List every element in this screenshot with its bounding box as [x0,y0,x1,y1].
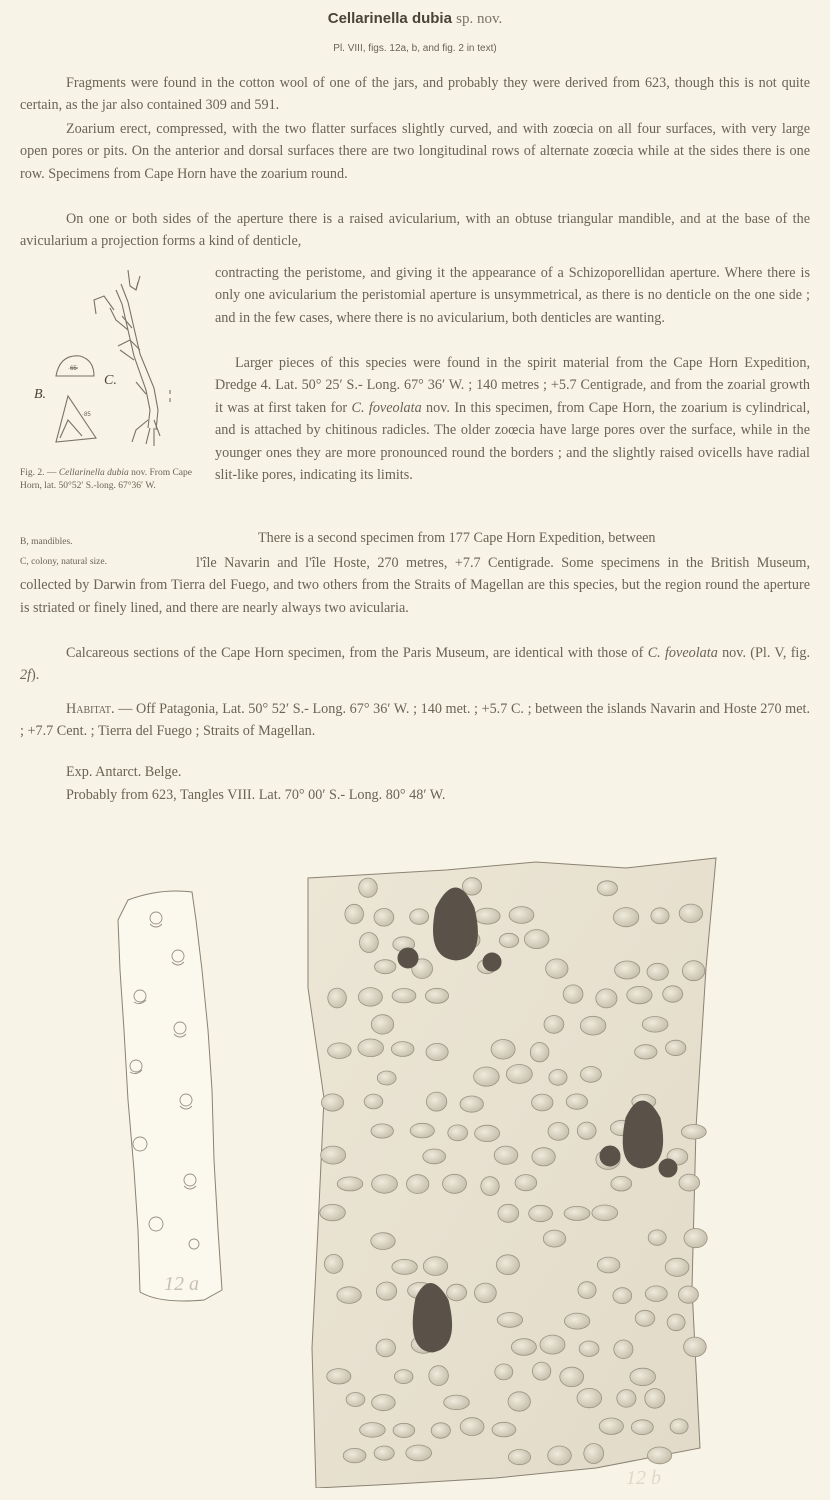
pore-mark [372,1395,396,1411]
scale-85: ·85 [82,412,91,418]
pore-mark [374,1446,394,1460]
pore-mark [651,908,669,924]
pore-mark [375,960,396,974]
pore-mark [460,1418,484,1436]
paragraph-5-cont: l'île Navarin and l'île Hoste, 270 metres, +7.7 Centigrade. Some specimens in the British Museum, collected by Darwin from Tierra del Fuego, and two others from the Straits of Magellan are this species, but the region round the aperture is striated or finely lined, and there are nearly always two avicularia. [20,555,810,616]
pore-mark [321,1146,346,1164]
label-c: C. [104,373,117,388]
pore-mark [665,1258,689,1276]
paragraph-5-start: There is a second specimen from 177 Cape Horn Expedition, between [258,530,656,546]
pore-mark [578,1282,596,1299]
p6-fig: 2f [20,667,32,684]
pore-mark [447,1284,467,1301]
pore-mark [328,988,347,1008]
pore-mark [613,908,638,927]
paragraph-3b: contracting the peristome, and giving it the appearance of a Schizoporellidan aperture. Where there is only one avicularium the peristomial aperture is unsymmetrical, as there is no denticle on the one side ; and in the few cases, where there is no avicularium, both denticles are wanting. [215,265,810,326]
pore-mark [345,904,364,924]
pore-mark [631,1420,653,1435]
pore-mark [597,1257,620,1273]
pore-mark [543,1230,565,1247]
pore-mark [627,986,652,1003]
pore-mark [360,1423,386,1438]
pore-mark [410,909,429,924]
pore-mark [475,1283,497,1303]
pore-mark [613,1288,632,1304]
species-title [0,10,830,28]
pore-mark [376,1339,395,1357]
pore-mark [566,1094,587,1109]
pore-mark [393,1423,415,1437]
habitat-label: Habitat. [66,701,115,717]
pore-mark [494,1146,518,1164]
pore-mark [374,909,394,927]
pore-mark [648,1230,666,1245]
pore-mark [670,1419,688,1434]
pore-mark [320,1204,346,1220]
p6-text-a: Calcareous sections of the Cape Horn specimen, from the Paris Museum, are identical with those of [66,645,648,661]
pore-mark [509,907,534,924]
pore-mark [406,1445,432,1461]
pore-mark [372,1175,398,1194]
pore-mark [371,1015,393,1034]
pore-mark [475,908,501,924]
pore-mark [460,1096,483,1112]
pore-mark [532,1148,555,1166]
pore-mark [515,1175,537,1191]
caption-rest: nov. From Cape Horn, lat. 50°52′ S.-long. 67°36′ W. [20,468,192,491]
pore-mark [580,1016,606,1035]
pore-mark [431,1423,450,1438]
pore-mark [642,1017,668,1033]
pore-mark [597,881,617,896]
pore-mark [337,1287,361,1304]
pore-mark [407,1175,429,1194]
pore-mark [360,933,379,953]
p4-italic: C. foveolata [351,399,422,416]
scale-65: ·65 [68,366,77,372]
p6-text-c: ). [31,667,40,684]
pore-mark [444,1395,470,1410]
pore-mark [394,1370,413,1384]
pore-mark [577,1388,602,1407]
pore-mark [548,1123,569,1141]
pore-mark [511,1339,536,1356]
pore-mark [343,1448,366,1462]
pore-mark [496,1255,519,1275]
probably-from: Probably from 623, Tangles VIII. Lat. 70° 00′ S.- Long. 80° 48′ W. [66,787,446,803]
pore-mark [684,1229,707,1248]
pore-mark [563,985,583,1003]
pore-mark [492,1422,516,1437]
pore-mark [358,1039,384,1057]
pore-mark [495,1364,513,1380]
figure-caption [20,467,208,493]
pore-mark [498,1204,519,1222]
pore-mark [462,878,481,895]
pore-mark [635,1045,657,1059]
caption-species: Cellarinella dubia [58,468,129,478]
habitat [20,698,810,743]
pore-mark [358,988,382,1007]
pore-mark [508,1392,530,1411]
pore-mark [564,1313,589,1329]
pore-mark [599,1418,623,1434]
pore-mark [499,933,518,947]
pore-mark [663,986,683,1002]
pore-mark [577,1122,596,1139]
pore-mark [684,1337,707,1357]
pore-mark [426,1092,446,1111]
pore-mark [371,1124,393,1138]
pore-mark [681,1125,706,1140]
pore-mark [544,1016,564,1034]
pore-mark [560,1367,584,1386]
pore-mark [682,961,704,981]
pore-mark [377,1071,396,1085]
pore-mark [423,1257,447,1276]
pore-mark [584,1444,604,1464]
pore-mark [648,1447,672,1464]
pore-mark [564,1206,590,1220]
plate-label-12b: 12 b [626,1467,661,1488]
pore-mark [481,1177,499,1196]
p6-text-b: nov. (Pl. V, fig. [717,645,810,661]
pore-mark [645,1286,667,1302]
pore-mark [546,959,568,978]
pore-mark [549,1070,567,1086]
pore-mark [529,1205,553,1221]
pore-mark [530,1043,549,1062]
pore-mark [371,1233,395,1250]
pore-mark [474,1067,500,1086]
paragraph-4 [215,352,810,486]
pore-mark [321,1094,343,1111]
expedition: Exp. Antarct. Belge. [66,764,182,780]
pore-mark [532,1094,553,1111]
caption-b: B, mandibles. [20,537,73,547]
plate-figure-12b [296,848,766,1488]
pore-mark [506,1065,532,1084]
pore-mark [491,1040,515,1060]
pore-mark [666,1040,686,1055]
pore-mark [328,1043,352,1059]
plate-reference: Pl. VIII, figs. 12a, b, and fig. 2 in text) [333,43,497,54]
p6-italic: C. foveolata [647,645,718,661]
pore-mark [540,1335,565,1354]
plate-label-12a: 12 a [164,1273,199,1295]
pore-mark [679,904,702,922]
paragraph-3a: On one or both sides of the aperture there is a raised avicularium, with an obtuse triangular mandible, and at the base of the avicularium a projection forms a kind of denticle, [20,211,810,250]
pore-mark [475,1125,500,1141]
pore-mark [425,988,448,1003]
species-suffix: sp. nov. [456,11,503,27]
pore-mark [508,1450,530,1465]
caption-c: C, colony, natural size. [20,557,107,567]
pore-mark [592,1205,618,1221]
caption-label: Fig. 2. — [20,468,57,478]
pore-mark [327,1369,351,1384]
pore-mark [678,1286,698,1303]
pore-mark [392,989,416,1003]
pore-mark [524,930,549,949]
pore-mark [647,963,668,980]
pore-mark [580,1067,601,1083]
pore-mark [532,1362,550,1380]
p4-text-a: Larger pieces of this species were found in the spirit material from the Cape Horn Expedition, Dredge 4. Lat. 50° 25′ S.- Long. 67° 36′ W. ; 140 metres ; +5.7 Centigrade, and from the zoarial growth it was at first taken for [215,355,810,416]
label-b: B. [34,387,47,402]
text-figure-2 [24,270,214,450]
pore-mark [423,1149,446,1164]
pore-mark [617,1390,636,1408]
p4-text-b: nov. In this specimen, from Cape Horn, the zoarium is cylindrical, and is attached by chitinous radicles. The older zoœcia have large pores over the surface, while in the younger ones they are more pronounced round the borders ; and the slightly raised ovicells have radial slit-like pores, indicating its limits. [215,399,810,484]
pore-mark [596,989,617,1008]
habitat-text: — Off Patagonia, Lat. 50° 52′ S.- Long. 67° 36′ W. ; 140 met. ; +5.7 C. ; between the islands Navarin and Hoste 270 met. ; +7.7 Cent. ; Tierra del Fuego ; Straits of Magellan. [20,701,810,740]
pore-mark [359,878,378,897]
pore-mark [611,1176,632,1191]
pore-mark [346,1393,365,1407]
pore-mark [324,1254,343,1273]
pore-mark [337,1177,363,1191]
pore-mark [615,961,640,979]
pore-mark [376,1282,396,1300]
pore-mark [391,1042,414,1057]
pore-mark [364,1094,383,1109]
pore-mark [630,1368,656,1385]
species-name: Cellarinella dubia [327,10,452,27]
pore-mark [667,1314,685,1331]
paragraph-6 [20,642,810,687]
plate-figure-12a [100,880,240,1340]
paragraph-2: Zoarium erect, compressed, with the two flatter surfaces slightly curved, and with zoœcia on all four surfaces, with very large open pores or pits. On the anterior and dorsal surfaces there are two longitudinal rows of alternate zoœcia while at the sides there is one row. Specimens from Cape Horn have the zoarium round. [20,121,810,182]
pore-mark [548,1446,572,1465]
pore-mark [635,1310,655,1326]
pore-mark [497,1313,522,1328]
pore-mark [426,1043,448,1060]
pore-mark [614,1340,633,1359]
paragraph-1: Fragments were found in the cotton wool of one of the jars, and probably they were derived from 623, though this is not quite certain, as the jar also contained 309 and 591. [20,75,810,114]
pore-mark [429,1366,449,1386]
pore-mark [410,1123,434,1138]
pore-mark [443,1174,467,1193]
pore-mark [392,1259,417,1274]
pore-mark [579,1341,599,1356]
pore-mark [645,1389,665,1409]
pore-mark [448,1125,468,1141]
pore-mark [679,1174,700,1191]
